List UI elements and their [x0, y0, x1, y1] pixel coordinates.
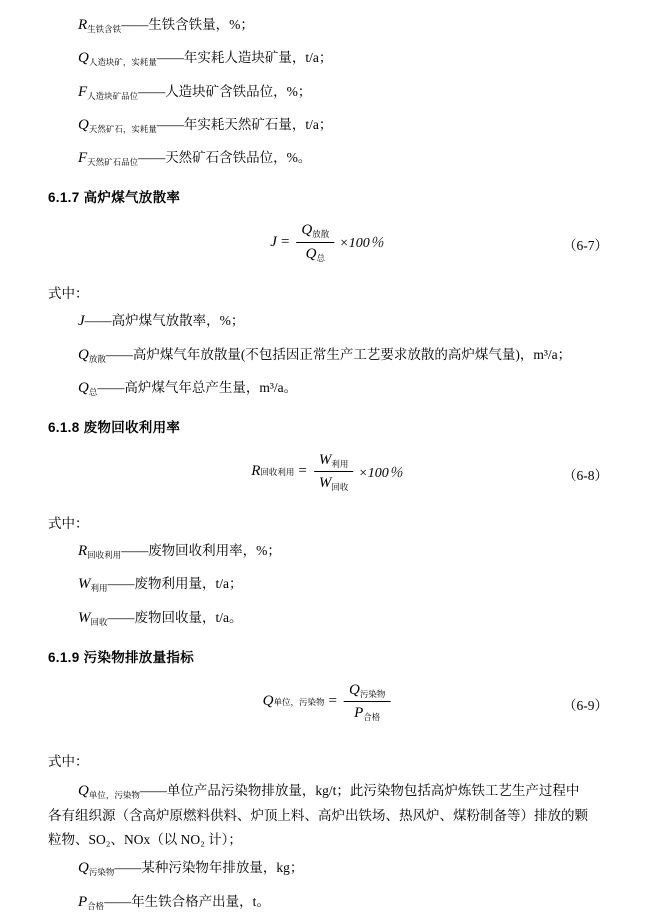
fraction-numerator: $W_{利用}$	[314, 450, 354, 472]
variable-subscript: 放散	[88, 353, 106, 364]
definition-text: ——废物回收利用率，%；	[121, 543, 281, 558]
variable-symbol: Q	[78, 860, 89, 877]
variable-symbol: Q	[78, 782, 89, 799]
equation-number: （6-7）	[563, 238, 608, 254]
variable-subscript: 天然矿石品位	[87, 156, 139, 167]
variable-symbol: J	[78, 313, 85, 330]
definition-item	[48, 857, 608, 880]
variable-subscript: 天然矿石，实耗量	[88, 123, 157, 134]
section-heading-617	[48, 186, 608, 206]
definition-list-top	[48, 14, 608, 170]
where-label: 式中：	[48, 286, 89, 302]
definition-item	[48, 891, 608, 914]
definition-text: ——人造块矿含铁品位，%；	[138, 83, 312, 99]
variable-symbol: R	[78, 17, 88, 33]
variable-symbol: F	[78, 150, 88, 166]
definition-text: ——年实耗天然矿石量，t/a；	[156, 116, 333, 132]
fraction-denominator: $W_{回收}$	[318, 475, 349, 493]
definition-text: ——高炉煤气年总产生量，m³/a。	[97, 379, 298, 395]
formula-body	[251, 450, 405, 494]
variable-subscript: 合格	[87, 900, 105, 911]
formula-lhs-subscript: 回收利用	[260, 466, 295, 477]
variable-subscript: 回收利用	[87, 549, 122, 560]
section-title: 污染物排放量指标	[83, 649, 194, 665]
page-content	[48, 14, 608, 924]
variable-symbol: Q	[78, 346, 89, 363]
definition-text: ——高炉煤气年放散量(不包括因正常生产工艺要求放散的高炉煤气量)，m³/a；	[105, 346, 572, 362]
definition-text: ——某种污染物年排放量，kg；	[114, 860, 304, 876]
formula-6-8	[48, 450, 608, 498]
definition-text: ——废物回收量，t/a。	[107, 609, 243, 625]
equation-number: （6-8）	[563, 468, 608, 483]
variable-symbol: Q	[78, 379, 89, 396]
definition-item	[48, 81, 608, 104]
variable-symbol: W	[78, 609, 91, 626]
variable-subscript: 回收	[90, 616, 108, 627]
fraction	[296, 220, 334, 264]
definition-text-line-3: 粒物、SO₂、NOx（以 NO₂ 计）；	[48, 831, 242, 847]
fraction	[344, 680, 390, 724]
formula-lhs: J	[270, 233, 277, 250]
variable-subscript: 单位，污染物	[88, 789, 140, 800]
where-label: 式中：	[48, 753, 89, 769]
definition-item	[48, 114, 608, 137]
section-title: 废物回收利用率	[83, 420, 181, 435]
definition-text: ——高炉煤气放散率，%；	[84, 313, 245, 329]
equals-sign: =	[298, 463, 307, 480]
variable-symbol: P	[78, 893, 88, 910]
formula-lhs-subscript: 单位，污染物	[273, 696, 325, 707]
definition-item	[48, 344, 608, 367]
definition-text: ——年生铁合格产出量，t。	[104, 893, 270, 909]
section-number: 6.1.8	[48, 420, 80, 435]
formula-6-7	[48, 220, 608, 268]
definition-item	[48, 607, 608, 630]
formula-multiplier: ×100％	[358, 465, 403, 481]
definition-text: ——废物利用量，t/a；	[107, 576, 243, 592]
variable-symbol: Q	[78, 116, 89, 133]
formula-body	[263, 680, 394, 724]
formula-lhs: Q	[262, 693, 274, 710]
definition-text-line-1: ——单位产品污染物排放量，kg/t；此污染物包括高炉炼铁工艺生产过程中	[139, 782, 580, 798]
variable-symbol: R	[78, 543, 88, 559]
definition-text-line-2: 各有组织源（含高炉原燃料供料、炉顶上料、高炉出铁场、热风炉、煤粉制备等）排放的颗	[48, 808, 588, 823]
section-number: 6.1.7	[48, 190, 80, 206]
definition-item	[48, 47, 608, 70]
fraction-denominator: $Q_总$	[305, 245, 326, 263]
definition-item	[48, 573, 608, 596]
fraction-numerator: $Q_{放散}$	[296, 220, 334, 242]
formula-lhs: R	[251, 463, 261, 480]
fraction	[314, 450, 354, 494]
variable-subscript: 生铁含铁	[87, 23, 122, 34]
variable-symbol: W	[78, 576, 91, 593]
formula-body	[270, 220, 385, 264]
definition-text-continuation	[48, 804, 608, 851]
definition-item-long	[48, 778, 608, 804]
equation-number: （6-9）	[563, 697, 608, 713]
formula-6-9	[48, 680, 608, 728]
variable-subscript: 污染物	[88, 867, 115, 878]
variable-subscript: 人造块矿品位	[87, 90, 139, 101]
definition-text: ——年实耗人造块矿量，t/a；	[156, 50, 333, 66]
variable-symbol: F	[78, 83, 88, 100]
equals-sign: =	[280, 233, 290, 250]
section-number: 6.1.9	[48, 649, 80, 665]
variable-subscript: 利用	[90, 583, 108, 594]
definition-item	[48, 540, 608, 563]
definition-text: ——天然矿石含铁品位，%。	[138, 150, 312, 165]
definition-item	[48, 377, 608, 400]
section-heading-618	[48, 416, 608, 436]
variable-subscript: 总	[88, 386, 98, 397]
definition-item	[48, 14, 608, 37]
formula-multiplier: ×100％	[339, 236, 384, 252]
section-title: 高炉煤气放散率	[83, 190, 181, 206]
fraction-denominator: $P_{合格}$	[354, 705, 381, 723]
section-heading-619	[48, 646, 608, 666]
variable-symbol: Q	[78, 50, 89, 67]
definition-item	[48, 310, 608, 333]
where-label: 式中：	[48, 516, 89, 531]
equals-sign: =	[328, 693, 337, 710]
variable-subscript: 人造块矿，实耗量	[88, 57, 157, 68]
definition-text: ——生铁含铁量，%；	[121, 17, 254, 32]
fraction-numerator: $Q_{污染物}$	[344, 680, 390, 702]
definition-item	[48, 147, 608, 170]
